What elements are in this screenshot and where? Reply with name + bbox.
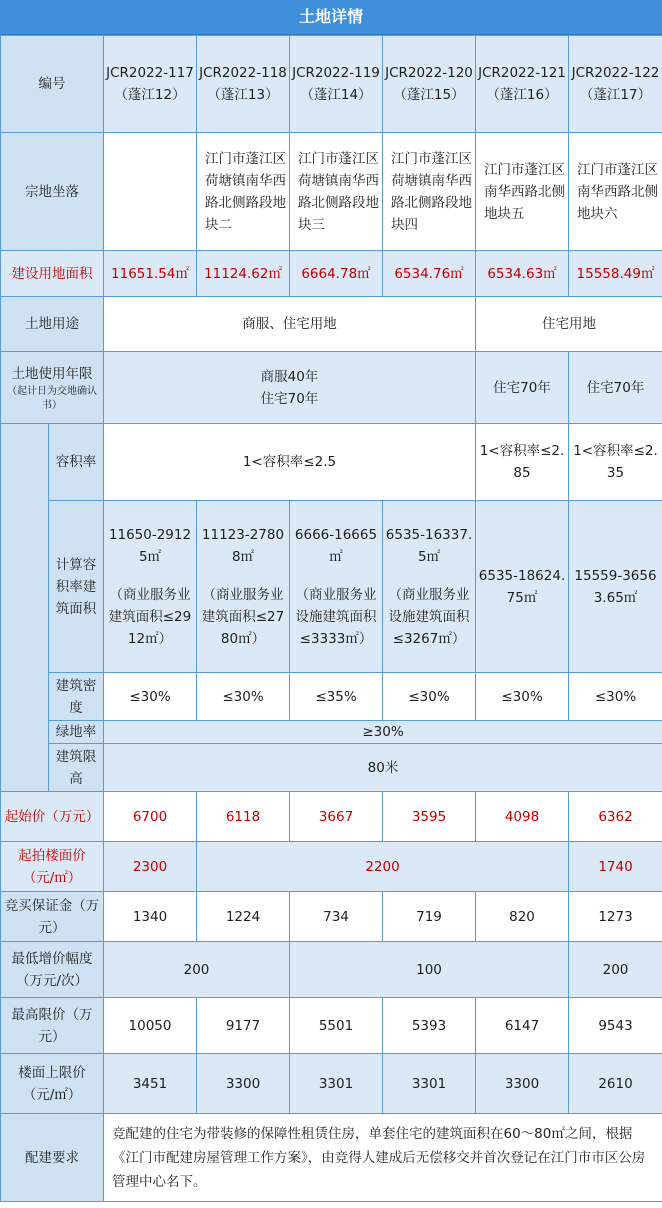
deposit-2: 1224 (197, 892, 290, 942)
term-group1-line2: 住宅70年 (260, 390, 319, 407)
height-value: 80米 (104, 744, 662, 792)
calc-commercial-4: （商业服务业设施建筑面积≤3267㎡） (388, 586, 470, 647)
density-3: ≤35% (290, 673, 383, 721)
calc-1-cell (104, 501, 197, 673)
calc-range-4: 6535-16337.5㎡ (385, 526, 473, 565)
label-calc-area: 计算容积率建筑面积 (49, 501, 104, 673)
green-value: ≥30% (104, 721, 662, 744)
calc-range-1: 11650-29125㎡ (108, 526, 192, 565)
increment-3-5: 100 (290, 942, 569, 998)
calc-3-cell (290, 501, 383, 673)
start-price-3: 3667 (290, 792, 383, 842)
label-deposit: 竞买保证金（万元） (1, 892, 104, 942)
location-3: 江门市蓬江区荷塘镇南华西路北侧路段地块三 (290, 133, 383, 251)
code-5: JCR2022-121（蓬江16） (476, 36, 569, 133)
max-floor-price-4: 3301 (383, 1054, 476, 1114)
start-price-2: 6118 (197, 792, 290, 842)
term-group1-cell (104, 352, 476, 424)
usage-group2: 住宅用地 (476, 297, 662, 352)
code-1: JCR2022-117（蓬江12） (104, 36, 197, 133)
max-floor-price-2: 3300 (197, 1054, 290, 1114)
location-4: 江门市蓬江区荷塘镇南华西路北侧路段地块四 (383, 133, 476, 251)
deposit-6: 1273 (569, 892, 662, 942)
start-price-1: 6700 (104, 792, 197, 842)
floor-price-2-5: 2200 (197, 842, 569, 892)
label-usage: 土地用途 (1, 297, 104, 352)
location-6: 江门市蓬江区南华西路北侧地块六 (569, 133, 662, 251)
label-area: 建设用地面积 (1, 251, 104, 297)
label-increment: 最低增价幅度（万元/次） (1, 942, 104, 998)
location-1 (104, 133, 197, 251)
location-5: 江门市蓬江区南华西路北侧地块五 (476, 133, 569, 251)
label-density: 建筑密度 (49, 673, 104, 721)
label-max-price: 最高限价（万元） (1, 998, 104, 1054)
label-code: 编号 (1, 36, 104, 133)
max-price-5: 6147 (476, 998, 569, 1054)
max-floor-price-3: 3301 (290, 1054, 383, 1114)
deposit-1: 1340 (104, 892, 197, 942)
max-price-1: 10050 (104, 998, 197, 1054)
calc-commercial-1: （商业服务业建筑面积≤2912㎡） (108, 586, 192, 647)
label-planning-group (1, 424, 49, 792)
label-requirement: 配建要求 (1, 1114, 104, 1202)
area-1: 11651.54㎡ (104, 251, 197, 297)
deposit-4: 719 (383, 892, 476, 942)
term-6: 住宅70年 (569, 352, 662, 424)
calc-range-2: 11123-27808㎡ (201, 526, 285, 565)
area-6: 15558.49㎡ (569, 251, 662, 297)
page-title: 土地详情 (0, 0, 662, 35)
density-5: ≤30% (476, 673, 569, 721)
floor-price-1: 2300 (104, 842, 197, 892)
start-price-6: 6362 (569, 792, 662, 842)
increment-1-2: 200 (104, 942, 290, 998)
deposit-3: 734 (290, 892, 383, 942)
area-2: 11124.62㎡ (197, 251, 290, 297)
code-4: JCR2022-120（蓬江15） (383, 36, 476, 133)
max-price-2: 9177 (197, 998, 290, 1054)
usage-group1: 商服、住宅用地 (104, 297, 476, 352)
calc-range-3: 6666-16665㎡ (294, 526, 378, 565)
label-far: 容积率 (49, 424, 104, 501)
deposit-5: 820 (476, 892, 569, 942)
term-5: 住宅70年 (476, 352, 569, 424)
term-group1-line1: 商服40年 (260, 368, 319, 385)
code-2: JCR2022-118（蓬江13） (197, 36, 290, 133)
far-group1: 1<容积率≤2.5 (104, 424, 476, 501)
area-3: 6664.78㎡ (290, 251, 383, 297)
start-price-5: 4098 (476, 792, 569, 842)
calc-4-cell (383, 501, 476, 673)
calc-commercial-3: （商业服务业设施建筑面积≤3333㎡） (295, 586, 377, 647)
max-price-4: 5393 (383, 998, 476, 1054)
calc-5: 6535-18624.75㎡ (476, 501, 569, 673)
density-2: ≤30% (197, 673, 290, 721)
start-price-4: 3595 (383, 792, 476, 842)
max-floor-price-1: 3451 (104, 1054, 197, 1114)
increment-6: 200 (569, 942, 662, 998)
density-6: ≤30% (569, 673, 662, 721)
max-price-6: 9543 (569, 998, 662, 1054)
calc-commercial-2: （商业服务业建筑面积≤2780㎡） (201, 586, 285, 647)
label-floor-price: 起拍楼面价（元/㎡） (1, 842, 104, 892)
label-term-note: （起计日为交地确认书） (7, 385, 97, 411)
code-3: JCR2022-119（蓬江14） (290, 36, 383, 133)
code-6: JCR2022-122（蓬江17） (569, 36, 662, 133)
max-floor-price-6: 2610 (569, 1054, 662, 1114)
label-height: 建筑限高 (49, 744, 104, 792)
label-max-floor-price: 楼面上限价（元/㎡） (1, 1054, 104, 1114)
requirement-text: 竞配建的住宅为带装修的保障性租赁住房，单套住宅的建筑面积在60～80㎡之间，根据《江门市配建房屋管理工作方案》，由竞得人建成后无偿移交并首次登记在江门市市区公房管理中心名下。 (104, 1114, 662, 1202)
calc-2-cell (197, 501, 290, 673)
density-4: ≤30% (383, 673, 476, 721)
density-1: ≤30% (104, 673, 197, 721)
area-4: 6534.76㎡ (383, 251, 476, 297)
floor-price-6: 1740 (569, 842, 662, 892)
label-term: 土地使用年限 (11, 365, 93, 382)
label-term-cell (1, 352, 104, 424)
label-green: 绿地率 (49, 721, 104, 744)
calc-6: 15559-36563.65㎡ (569, 501, 662, 673)
label-location: 宗地坐落 (1, 133, 104, 251)
max-price-3: 5501 (290, 998, 383, 1054)
far-6: 1<容积率≤2.35 (569, 424, 662, 501)
land-detail-table (0, 35, 662, 1202)
area-5: 6534.63㎡ (476, 251, 569, 297)
far-5: 1<容积率≤2.85 (476, 424, 569, 501)
location-2: 江门市蓬江区荷塘镇南华西路北侧路段地块二 (197, 133, 290, 251)
max-floor-price-5: 3300 (476, 1054, 569, 1114)
label-start-price: 起始价（万元） (1, 792, 104, 842)
